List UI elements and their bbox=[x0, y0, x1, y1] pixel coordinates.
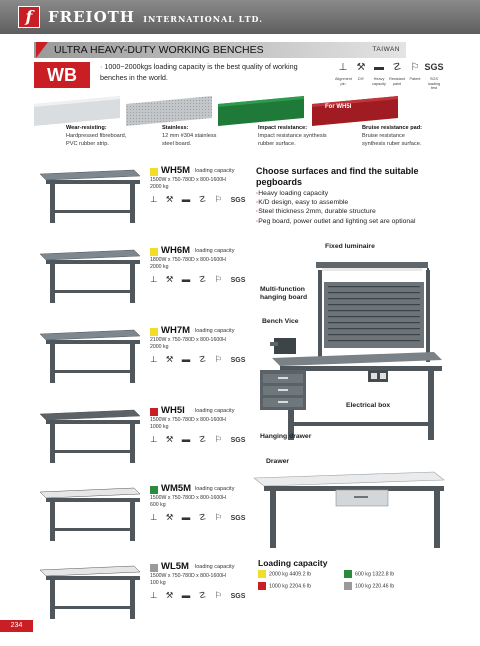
swatch-gray bbox=[344, 582, 352, 590]
surface-tag: For WH5I bbox=[325, 104, 352, 110]
product-name: WH7M bbox=[161, 325, 191, 336]
product-capacity-label: loading capacity bbox=[195, 408, 235, 414]
feature-icons-glyphs: ⊥ ⚒ ▬ ☡ ⚐ bbox=[150, 434, 226, 444]
swatch-green bbox=[344, 570, 352, 578]
surface-sample-bruise-resistance bbox=[312, 96, 398, 126]
product-name: WL5M bbox=[161, 561, 189, 572]
product-dimensions: 2100W x 750-780D x 800-1600H bbox=[150, 337, 226, 343]
feature-icons-glyphs: ⊥ ⚒ ▬ ☡ ⚐ bbox=[150, 274, 226, 284]
product-dimensions: 1500W x 750-780D x 800-1600H bbox=[150, 573, 226, 579]
capacity-color-square bbox=[150, 408, 158, 416]
product-name: WH5M bbox=[161, 165, 191, 176]
product-name: WM5M bbox=[161, 483, 192, 494]
feature-icons-glyphs: ⊥ ⚒ ▬ ☡ ⚐ bbox=[150, 590, 226, 600]
surface-title: Stainless: bbox=[162, 125, 189, 131]
product-name: WH6M bbox=[161, 245, 191, 256]
product-spec bbox=[150, 257, 250, 270]
luminaire-bar bbox=[316, 262, 428, 268]
alignment-pin-label: Alignment pin bbox=[335, 77, 352, 86]
loading-capacity-item bbox=[258, 570, 311, 578]
product-feature-icons bbox=[150, 512, 245, 523]
pegboard bbox=[324, 282, 424, 348]
patent-icon: ⚐ bbox=[410, 62, 420, 73]
diy-label: DIY bbox=[357, 77, 365, 81]
sgs-icon: SGS bbox=[230, 357, 246, 364]
product-capacity: 600 kg bbox=[150, 501, 166, 508]
surface-caption bbox=[258, 124, 358, 148]
sgs-icon: SGS bbox=[230, 197, 246, 204]
diy-icon: ⚒ bbox=[356, 62, 366, 73]
surface-title: Impact resistance: bbox=[258, 125, 308, 131]
sgs-icon: SGS bbox=[230, 277, 246, 284]
product-capacity: 100 kg bbox=[150, 579, 166, 586]
title-marker bbox=[36, 42, 48, 58]
brand-name-main: FREIOTH bbox=[48, 8, 135, 26]
product-spec bbox=[150, 573, 250, 586]
loading-capacity-label: 1000 kg 2204.6 lb bbox=[269, 583, 312, 590]
product-capacity-label: loading capacity bbox=[195, 328, 235, 334]
product-capacity: 1000 kg bbox=[150, 423, 169, 430]
surface-desc: 12 mm #304 stainless bbox=[162, 133, 217, 139]
choose-title: Choose surfaces and find the suitable pegboards bbox=[256, 166, 419, 187]
feature-icons-glyphs: ⊥ ⚒ ▬ ☡ ⚐ bbox=[150, 354, 226, 364]
surface-sample-wear-resisting bbox=[34, 96, 120, 126]
series-code-badge: WB bbox=[34, 62, 90, 88]
product-spec bbox=[150, 495, 250, 508]
product-feature-icons bbox=[150, 590, 245, 601]
product-dimensions: 1500W x 750-780D x 800-1600H bbox=[150, 417, 226, 423]
feature-icons-glyphs: ⊥ ⚒ ▬ ☡ ⚐ bbox=[150, 512, 226, 522]
loading-capacity-label: 100 kg 220.46 lb bbox=[355, 583, 395, 590]
loading-capacity-label: 600 kg 1322.8 lb bbox=[355, 571, 395, 578]
capacity-color-square bbox=[150, 328, 158, 336]
feature-item: · K/D design, easy to assemble bbox=[256, 198, 415, 207]
luminaire-light bbox=[322, 268, 422, 271]
surface-sample-impact-resistance bbox=[218, 96, 304, 126]
drawer-illustration bbox=[250, 468, 448, 550]
bench-image bbox=[34, 406, 144, 466]
sgs-icon: SGS bbox=[424, 62, 444, 72]
product-capacity-label: loading capacity bbox=[195, 486, 235, 492]
surface-caption bbox=[162, 124, 262, 148]
brand-name-sub: INTERNATIONAL LTD. bbox=[143, 14, 263, 24]
workstation-illustration bbox=[252, 240, 448, 450]
callout-bench-vice: Bench Vice bbox=[262, 318, 299, 325]
capacity-color-square bbox=[150, 168, 158, 176]
bench-leg bbox=[270, 490, 276, 548]
product-feature-icons bbox=[150, 274, 245, 285]
product-spec bbox=[150, 177, 250, 190]
loading-capacity-item bbox=[344, 570, 394, 578]
heavy-capacity-label: Heavy capacity bbox=[372, 77, 386, 86]
surface-title: Bruise resistance pad: bbox=[362, 125, 423, 131]
feature-item: · Heavy loading capacity bbox=[256, 189, 415, 198]
upright-right bbox=[426, 270, 430, 362]
surface-desc: Hardpressed fibreboard, bbox=[66, 133, 127, 139]
brand-logo: f bbox=[18, 6, 40, 28]
capacity-color-square bbox=[150, 564, 158, 572]
page-number: 234 bbox=[0, 620, 33, 632]
product-capacity-label: loading capacity bbox=[195, 564, 235, 570]
feature-icons bbox=[336, 62, 446, 90]
feature-icons-glyphs: ⊥ ⚒ ▬ ☡ ⚐ bbox=[150, 194, 226, 204]
bench-image bbox=[34, 166, 144, 226]
callout-hanging-board: Multi-function hanging board bbox=[260, 286, 308, 301]
surface-title: Wear-resisting: bbox=[66, 125, 107, 131]
country-label: TAIWAN bbox=[372, 46, 400, 53]
product-spec bbox=[150, 417, 250, 430]
product-name: WH5I bbox=[161, 405, 185, 416]
swatch-red bbox=[258, 582, 266, 590]
heavy-capacity-icon: ▬ bbox=[374, 62, 384, 73]
surface-desc: PVC rubber strip. bbox=[66, 141, 109, 147]
loading-capacity-item bbox=[258, 582, 311, 590]
callout-electrical-box: Electrical box bbox=[346, 402, 391, 409]
product-capacity-label: loading capacity bbox=[195, 248, 235, 254]
bench-image bbox=[34, 484, 144, 544]
product-spec bbox=[150, 337, 250, 350]
bench-leg bbox=[434, 490, 440, 548]
product-feature-icons bbox=[150, 434, 245, 445]
feature-list bbox=[256, 189, 415, 226]
capacity-color-square bbox=[150, 248, 158, 256]
product-capacity: 2000 kg bbox=[150, 183, 169, 190]
product-capacity-label: loading capacity bbox=[195, 168, 235, 174]
sgs-icon: SGS bbox=[230, 593, 246, 600]
sgs-loading-test-label: SGS loading test bbox=[427, 77, 441, 90]
product-dimensions: 1800W x 750-780D x 800-1600H bbox=[150, 257, 226, 263]
product-dimensions: 1500W x 750-780D x 800-1600H bbox=[150, 495, 226, 501]
resistant-paint-label: Resistant paint bbox=[389, 77, 405, 86]
page-title: ULTRA HEAVY-DUTY WORKING BENCHES bbox=[54, 44, 264, 56]
alignment-pin-icon: ⊥ bbox=[338, 62, 348, 73]
feature-item: · Peg board, power outlet and lighting set are optional bbox=[256, 217, 415, 226]
callout-hanging-drawer: Hanging drawer bbox=[260, 433, 312, 440]
sgs-icon: SGS bbox=[230, 437, 246, 444]
product-feature-icons bbox=[150, 194, 245, 205]
bench-top bbox=[272, 352, 442, 366]
surface-desc: steel board. bbox=[162, 141, 192, 147]
surface-desc: Bruise resistance bbox=[362, 133, 405, 139]
swatch-yellow bbox=[258, 570, 266, 578]
product-capacity: 2000 kg bbox=[150, 263, 169, 270]
loading-capacity-item bbox=[344, 582, 394, 590]
bench-image bbox=[34, 562, 144, 622]
intro-text: · 1000~2000kgs loading capacity is the best quality of working benches in the world. bbox=[100, 62, 298, 82]
resistant-paint-icon: ☡ bbox=[392, 62, 402, 73]
product-capacity: 2000 kg bbox=[150, 343, 169, 350]
drawer-bench-top bbox=[254, 472, 444, 486]
bench-image bbox=[34, 326, 144, 386]
upright-left bbox=[318, 270, 322, 362]
patent-label: Patent bbox=[409, 77, 421, 81]
loading-capacity-title: Loading capacity bbox=[258, 558, 328, 568]
product-feature-icons bbox=[150, 354, 245, 365]
bench-leg bbox=[428, 370, 434, 440]
bench-image bbox=[34, 246, 144, 306]
feature-item: · Steel thickness 2mm, durable structure bbox=[256, 207, 415, 216]
loading-capacity-label: 2000 kg 4409.2 lb bbox=[269, 571, 312, 578]
callout-fixed-luminaire: Fixed luminaire bbox=[325, 243, 375, 250]
product-dimensions: 1500W x 750-780D x 800-1600H bbox=[150, 177, 226, 183]
capacity-color-square bbox=[150, 486, 158, 494]
surface-desc: rubber surface. bbox=[258, 141, 296, 147]
surface-desc: Impact resistance synthesis bbox=[258, 133, 327, 139]
surface-caption bbox=[66, 124, 166, 148]
surface-caption bbox=[362, 124, 462, 148]
intro-text-body: 1000~2000kgs loading capacity is the best quality of working benches in the world. bbox=[100, 62, 298, 82]
sgs-icon: SGS bbox=[230, 515, 246, 522]
callout-drawer: Drawer bbox=[266, 458, 290, 465]
brand-name bbox=[48, 8, 263, 26]
surface-sample-stainless bbox=[126, 96, 212, 126]
surface-desc: synthesis ruber surface. bbox=[362, 141, 422, 147]
